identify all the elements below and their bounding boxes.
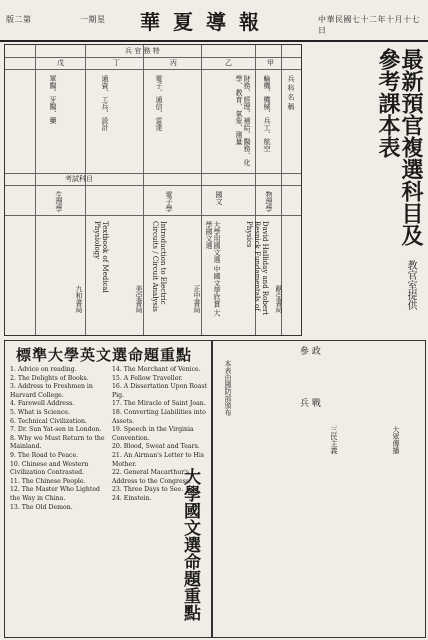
list-item: 13. The Old Demon. bbox=[10, 503, 73, 511]
subject: 電子學 bbox=[165, 191, 173, 212]
publisher: 正中書局 bbox=[193, 285, 201, 313]
subject: 物理學 bbox=[265, 191, 273, 212]
panel-note: 本表由國防部頒布 bbox=[224, 360, 232, 416]
list-item: 1. Advice on reading. bbox=[10, 366, 77, 373]
list-item: 18. Converting Liabilities into Assets. bbox=[112, 408, 206, 425]
col-head: 甲 bbox=[267, 59, 274, 67]
english-section-title: 標準大學英文選命題重點 bbox=[16, 346, 193, 364]
main-title: 最新預官複選科目及參考課本表 bbox=[375, 48, 424, 246]
exam-table bbox=[4, 44, 302, 336]
textbook: Textbook of Medical Physiology bbox=[93, 221, 109, 293]
masthead-bar bbox=[0, 0, 428, 42]
list-item: 20. Blood, Sweat and Tears. bbox=[112, 443, 200, 451]
panel-label-top: 參 政 bbox=[300, 347, 321, 357]
subject: 生理學 bbox=[55, 191, 63, 212]
edition-label: 版二第 bbox=[6, 15, 32, 24]
textbook: 大學用國文選 中國文學欣賞 大學國文選 bbox=[205, 221, 221, 317]
subject: 國文 bbox=[215, 191, 223, 205]
list-item: 24. Einstein. bbox=[112, 494, 152, 502]
english-list-left bbox=[10, 366, 106, 512]
list-item: 17. The Miracle of Saint Joan. bbox=[112, 400, 206, 408]
date-label: 中華民國七十二年十月十七日 bbox=[318, 15, 420, 35]
list-item: 21. An Airman's Letter to His Mother. bbox=[112, 451, 205, 468]
subject-label: 考試科目 bbox=[65, 175, 93, 183]
col-head: 戊 bbox=[57, 59, 64, 67]
col-desc: 輪機、機械、兵工、航空 bbox=[263, 75, 271, 152]
col-head: 丙 bbox=[170, 59, 177, 67]
panel-label-mid: 兵 戰 bbox=[300, 399, 321, 409]
panel-col-head: 三民主義 bbox=[330, 426, 338, 454]
list-item: 2. The Delights of Books. bbox=[10, 374, 89, 382]
list-item: 9. The Road to Peace. bbox=[10, 451, 79, 459]
list-item: 19. Speech in the Virginia Convention. bbox=[112, 426, 194, 442]
list-item: 5. What is Science. bbox=[10, 408, 70, 416]
textbook: Introduction to Electric Circuits / Circuit Analysis bbox=[151, 221, 167, 312]
col-head: 丁 bbox=[113, 59, 120, 67]
col-desc: 財務、經理、補給、醫務、化學、教育、氣象、測量 bbox=[235, 75, 251, 166]
list-item: 23. Three Days to See. bbox=[112, 486, 184, 494]
right-panel bbox=[212, 340, 426, 638]
main-subtitle: 教官室提供 bbox=[405, 260, 416, 310]
row-label: 兵 科 名 稱 bbox=[287, 75, 295, 110]
textbook: David Halliday and Robert Resnick Fundamentals of Physics bbox=[245, 221, 269, 316]
list-item: 22. General Macarthur's Address to the Congress. bbox=[112, 469, 191, 485]
list-item: 7. Dr. Sun Yat-sen in London. bbox=[10, 426, 102, 434]
list-item: 6. Technical Civilization. bbox=[10, 417, 87, 425]
issue-label: 一期星 bbox=[80, 15, 106, 24]
masthead-title: 華夏導報 bbox=[140, 10, 272, 34]
list-item: 12. The Master Who Lighted the Way in China. bbox=[10, 486, 100, 502]
chinese-section-title: 大學國文選命題重點 bbox=[180, 468, 200, 621]
list-item: 4. Farewell Address. bbox=[10, 400, 75, 408]
publisher: 九和書局 bbox=[75, 285, 83, 313]
list-item: 15. A Fellow Traveller. bbox=[112, 374, 183, 382]
publisher: 歐亞書局 bbox=[275, 285, 283, 313]
list-item: 10. Chinese and Western Civilization Contrasted. bbox=[10, 460, 89, 477]
publisher: 美亞書局 bbox=[135, 285, 143, 313]
list-item: 8. Why we Must Return to the Mainland. bbox=[10, 434, 105, 451]
list-item: 11. The Chinese People. bbox=[10, 477, 86, 485]
col-head: 乙 bbox=[225, 59, 232, 67]
col-desc: 通資、工兵、設計 bbox=[101, 75, 109, 131]
col-desc: 軍醫、牙醫、藥 bbox=[49, 75, 57, 124]
list-item: 16. A Dissertation Upon Roast Pig. bbox=[112, 383, 208, 399]
list-item: 14. The Merchant of Venice. bbox=[112, 366, 201, 373]
col-desc: 電子、通信、雷達 bbox=[155, 75, 163, 131]
table-top-label: 兵 官 務 特 bbox=[125, 47, 160, 55]
list-item: 3. Address to Freshmen in Harvard College. bbox=[10, 383, 93, 399]
panel-col-head: 大眾傳播 bbox=[392, 426, 400, 454]
